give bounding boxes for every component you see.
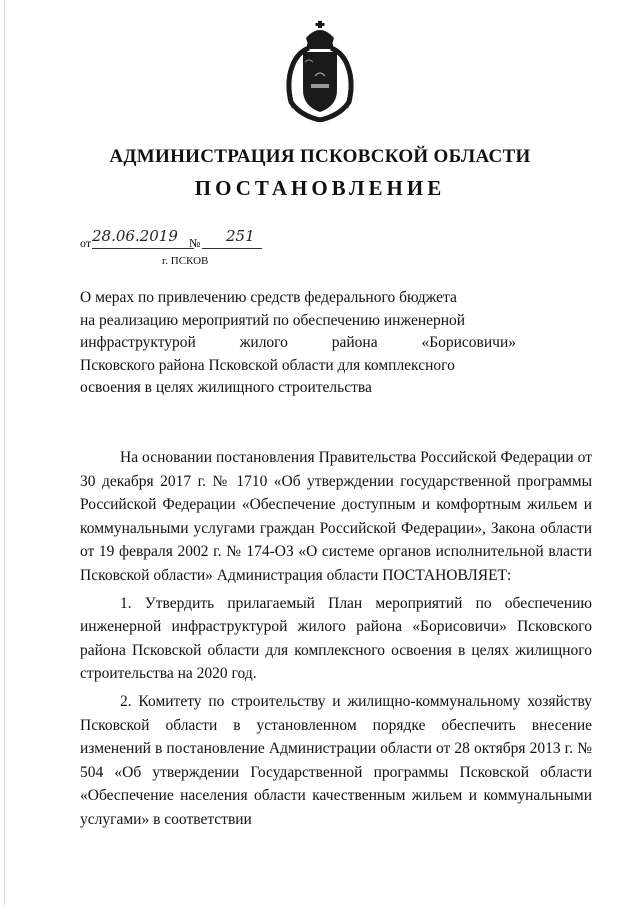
document-type-title: ПОСТАНОВЛЕНИЕ [194, 176, 446, 200]
item-1-paragraph: 1. Утвердить прилагаемый План мероприятий по обеспечению инженерной инфраструктурой жилого района «Борисовичи» Псковского района Псковской области для комплексного освоения в целях жилищного строительства на 2020 год. [80, 594, 592, 683]
coat-of-arms-icon [275, 18, 365, 122]
number-prefix: № [189, 236, 201, 250]
subject-line: О мерах по привлечению средств федерального бюджета [80, 289, 457, 306]
item-2-paragraph: 2. Комитету по строительству и жилищно-коммунальному хозяйству Псковской области в установленном порядке обеспечить внесение изменений в постановление Администрации области от 28 октября 2013 г. № 504 «Об утверждении Государственной программы Псковской области «Обеспечение населения области качественным жильем и коммунальными услугами» в соответствии [80, 692, 592, 828]
date-handwritten: 28.06.2019 [92, 227, 178, 245]
subject-line: Псковского района Псковской области для комплексного [80, 356, 455, 374]
city-label: г. ПСКОВ [162, 255, 209, 267]
number-handwritten: 251 [226, 227, 255, 245]
document-body [80, 446, 592, 832]
preamble-paragraph: На основании постановления Правительства Российской Федерации от 30 декабря 2017 г. № 1710 «Об утверждении государственной программы Российской Федерации «Обеспечение доступным и комфортным жильем и коммунальными услугами граждан Российской Федерации», Закона области от 19 февраля 2002 г. № 174-ОЗ «О системе органов исполнительной власти Псковской области» Администрация области ПОСТАНОВЛЯЕТ: [80, 449, 592, 584]
number-underline [202, 248, 262, 249]
scan-edge-line [4, 0, 5, 905]
date-underline [92, 248, 194, 249]
date-prefix: от [80, 236, 92, 250]
subject-line: на реализацию мероприятий по обеспечению инженерной [80, 311, 466, 329]
subject-line: освоения в целях жилищного строительства [80, 379, 372, 396]
document-subject [80, 287, 516, 400]
subject-line: инфраструктурой жилого района «Борисовичи» [80, 334, 516, 351]
organization-title: АДМИНИСТРАЦИЯ ПСКОВСКОЙ ОБЛАСТИ [109, 146, 531, 167]
